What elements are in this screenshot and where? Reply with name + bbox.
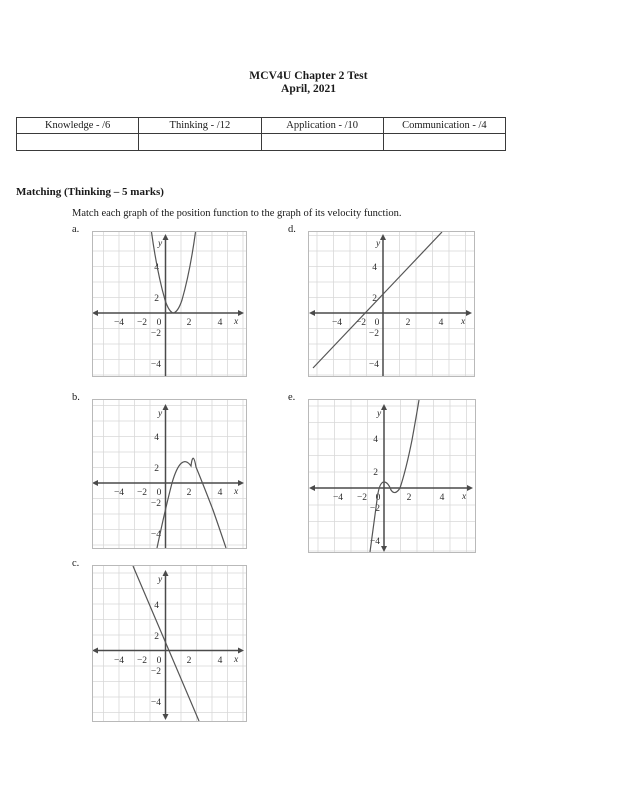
svg-text:2: 2	[372, 294, 377, 304]
graph-curve-b	[157, 458, 226, 548]
svg-text:4: 4	[217, 488, 223, 498]
tick-labels-d	[332, 239, 466, 370]
graph-box-a	[92, 231, 247, 377]
svg-text:−2: −2	[136, 656, 148, 666]
tick-labels-a	[114, 239, 239, 370]
svg-text:−4: −4	[113, 488, 125, 498]
marks-header-knowledge: Knowledge - /6	[17, 118, 139, 134]
graph-box-b	[92, 399, 247, 549]
tick-labels-b	[114, 409, 239, 540]
graph-label-a: a.	[72, 224, 80, 235]
marks-value-knowledge[interactable]	[17, 134, 139, 151]
svg-text:4: 4	[217, 656, 223, 666]
svg-text:2: 2	[373, 468, 378, 478]
graph-svg-b	[93, 400, 246, 548]
axes-b	[93, 404, 244, 548]
svg-text:−4: −4	[150, 360, 161, 370]
svg-text:−2: −2	[150, 499, 161, 509]
graph-label-e: e.	[288, 392, 296, 403]
svg-text:4: 4	[373, 435, 378, 445]
document-subtitle: April, 2021	[281, 83, 336, 95]
graph-svg-a	[93, 232, 246, 376]
svg-text:4: 4	[154, 601, 159, 611]
graph-label-b: b.	[72, 392, 80, 403]
graph-svg-d	[309, 232, 474, 376]
graph-label-c: c.	[72, 558, 80, 569]
svg-text:2: 2	[405, 318, 411, 328]
svg-text:−4: −4	[150, 530, 161, 540]
grid-c	[93, 566, 246, 721]
svg-text:−2: −2	[150, 667, 161, 677]
svg-text:−2: −2	[369, 504, 380, 514]
svg-text:2: 2	[186, 656, 192, 666]
grid-a	[93, 232, 246, 376]
svg-text:x: x	[234, 655, 239, 665]
svg-text:2: 2	[154, 464, 159, 474]
graph-curve-d	[313, 232, 442, 368]
grid-e	[309, 400, 475, 552]
graph-svg-e	[309, 400, 475, 552]
svg-text:y: y	[377, 409, 382, 419]
svg-text:2: 2	[186, 318, 192, 328]
graph-label-d: d.	[288, 224, 296, 235]
graph-box-e	[308, 399, 476, 553]
grid-d	[309, 232, 474, 376]
svg-text:x: x	[461, 317, 466, 327]
axes-e	[309, 404, 473, 552]
svg-text:4: 4	[372, 263, 377, 273]
svg-text:4: 4	[438, 318, 444, 328]
svg-text:−2: −2	[150, 329, 161, 339]
svg-text:−4: −4	[331, 318, 343, 328]
svg-text:2: 2	[154, 632, 159, 642]
marks-header-communication: Communication - /4	[383, 118, 505, 134]
svg-text:4: 4	[154, 433, 159, 443]
marks-value-application[interactable]	[261, 134, 383, 151]
svg-text:−4: −4	[369, 537, 380, 547]
svg-text:−2: −2	[356, 493, 368, 503]
marks-table-header-row	[17, 118, 506, 134]
svg-text:−2: −2	[355, 318, 367, 328]
svg-text:x: x	[234, 317, 239, 327]
svg-text:2: 2	[154, 294, 159, 304]
grid-b	[93, 400, 246, 548]
svg-text:−2: −2	[136, 488, 148, 498]
svg-text:0: 0	[156, 656, 162, 666]
svg-text:x: x	[234, 487, 239, 497]
document-title: MCV4U Chapter 2 Test	[249, 70, 368, 82]
svg-text:0: 0	[374, 318, 380, 328]
svg-text:−4: −4	[113, 318, 125, 328]
svg-text:x: x	[462, 492, 467, 502]
graph-svg-c	[93, 566, 246, 721]
section-heading: Matching (Thinking – 5 marks)	[16, 186, 164, 198]
section-instruction: Match each graph of the position function to the graph of its velocity function.	[72, 208, 402, 219]
marks-header-thinking: Thinking - /12	[139, 118, 261, 134]
marks-value-thinking[interactable]	[139, 134, 261, 151]
svg-text:−2: −2	[136, 318, 148, 328]
svg-text:y: y	[376, 239, 381, 249]
svg-text:0: 0	[375, 493, 381, 503]
marks-value-communication[interactable]	[383, 134, 505, 151]
svg-text:−4: −4	[332, 493, 344, 503]
svg-text:0: 0	[156, 318, 162, 328]
svg-text:y: y	[158, 575, 163, 585]
svg-text:y: y	[158, 409, 163, 419]
svg-text:−2: −2	[368, 329, 379, 339]
svg-text:4: 4	[439, 493, 445, 503]
svg-text:−4: −4	[150, 698, 161, 708]
marks-table-value-row	[17, 134, 506, 151]
graph-box-d	[308, 231, 475, 377]
svg-text:2: 2	[186, 488, 192, 498]
marks-table	[16, 117, 506, 151]
svg-text:0: 0	[156, 488, 162, 498]
marks-header-application: Application - /10	[261, 118, 383, 134]
svg-text:4: 4	[154, 263, 159, 273]
graph-box-c	[92, 565, 247, 722]
svg-text:−4: −4	[113, 656, 125, 666]
svg-text:y: y	[158, 239, 163, 249]
svg-text:4: 4	[217, 318, 223, 328]
axes-a	[93, 234, 244, 376]
tick-labels-c	[114, 575, 239, 708]
tick-labels-e	[333, 409, 467, 547]
axes-c	[93, 570, 244, 720]
svg-text:2: 2	[406, 493, 412, 503]
svg-text:−4: −4	[368, 360, 379, 370]
